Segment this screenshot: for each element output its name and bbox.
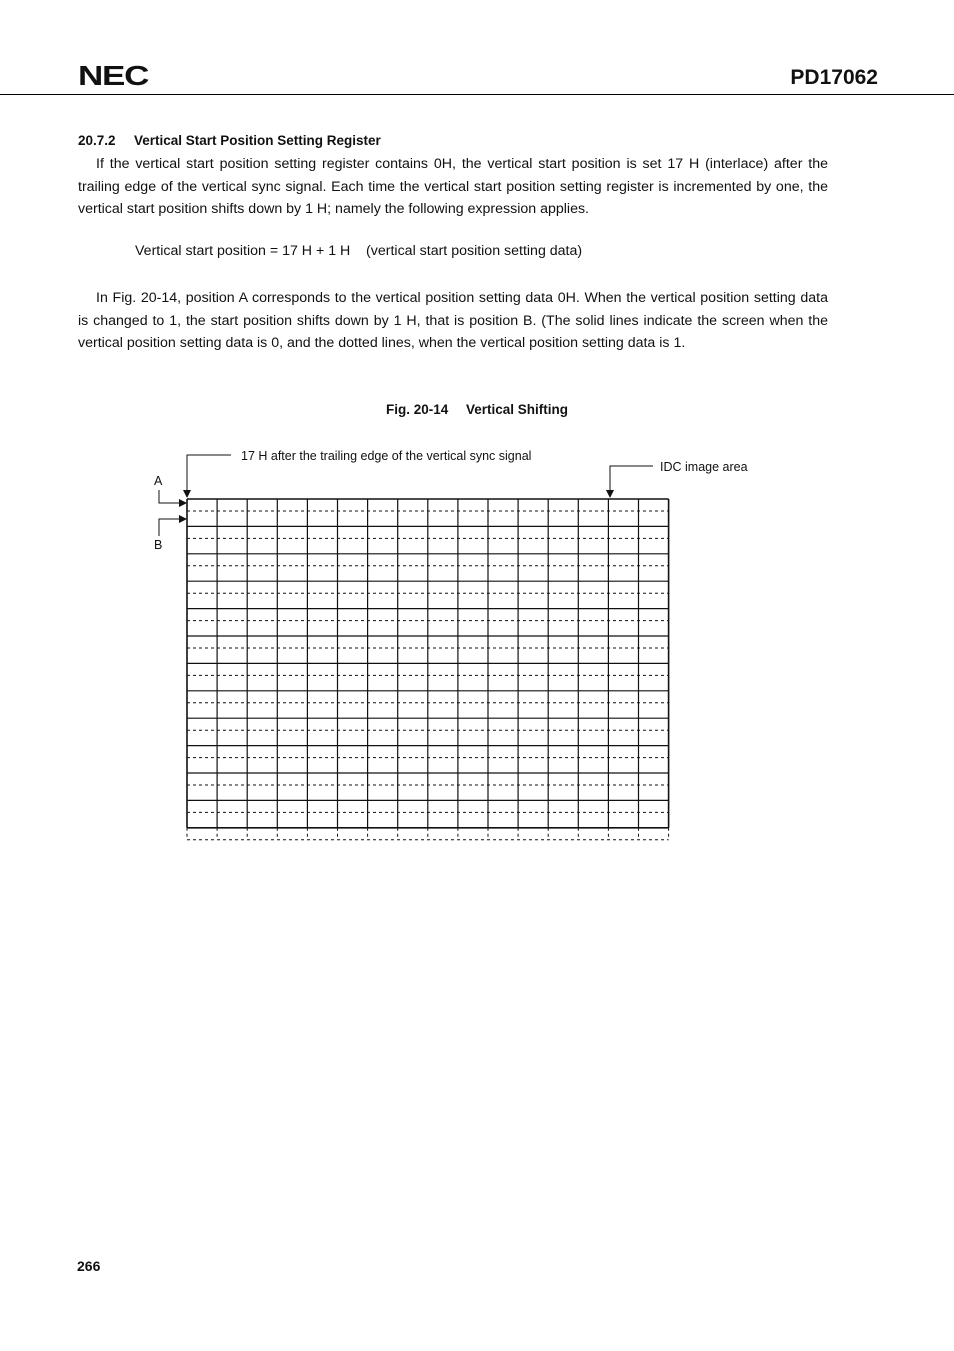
position-a-arrow: [159, 490, 183, 503]
page-number: 266: [77, 1258, 101, 1274]
idc-area-label: IDC image area: [660, 460, 748, 474]
paragraph-figure-description: In Fig. 20-14, position A corresponds to the vertical position setting data 0H. When the vertical position setting data is changed to 1, the start position shifts down by 1 H, that is position B. (The solid lines indicate the screen when the vertical position setting data is 0, and the dotted lines, when the vertical position setting data is 1.: [78, 290, 828, 352]
position-b-label: B: [154, 538, 163, 552]
sync-signal-label: 17 H after the trailing edge of the vertical sync signal: [241, 449, 532, 463]
document-id: PD17062: [790, 66, 878, 89]
paragraph-intro: If the vertical start position setting register contains 0H, the vertical start position is set 17 H (interlace) after the trailing edge of the vertical sync signal. Each time the vertical start position setting register is incremented by one, the vertical start position shifts down by 1 H; namely the following expression applies.: [78, 156, 828, 218]
solid-grid: [187, 499, 669, 828]
figure-caption: Vertical Shifting: [466, 402, 569, 417]
formula: Vertical start position = 17 H + 1 H (vertical start position setting data): [135, 243, 583, 259]
section-number: 20.7.2: [78, 133, 116, 148]
sync-signal-leader: [187, 455, 231, 494]
section-title: Vertical Start Position Setting Register: [134, 133, 381, 148]
nec-logo: NEC: [78, 60, 149, 91]
idc-area-leader: [610, 466, 653, 494]
position-a-label: A: [154, 474, 163, 488]
figure-number: Fig. 20-14: [385, 402, 449, 417]
position-b-arrow: [159, 519, 183, 536]
